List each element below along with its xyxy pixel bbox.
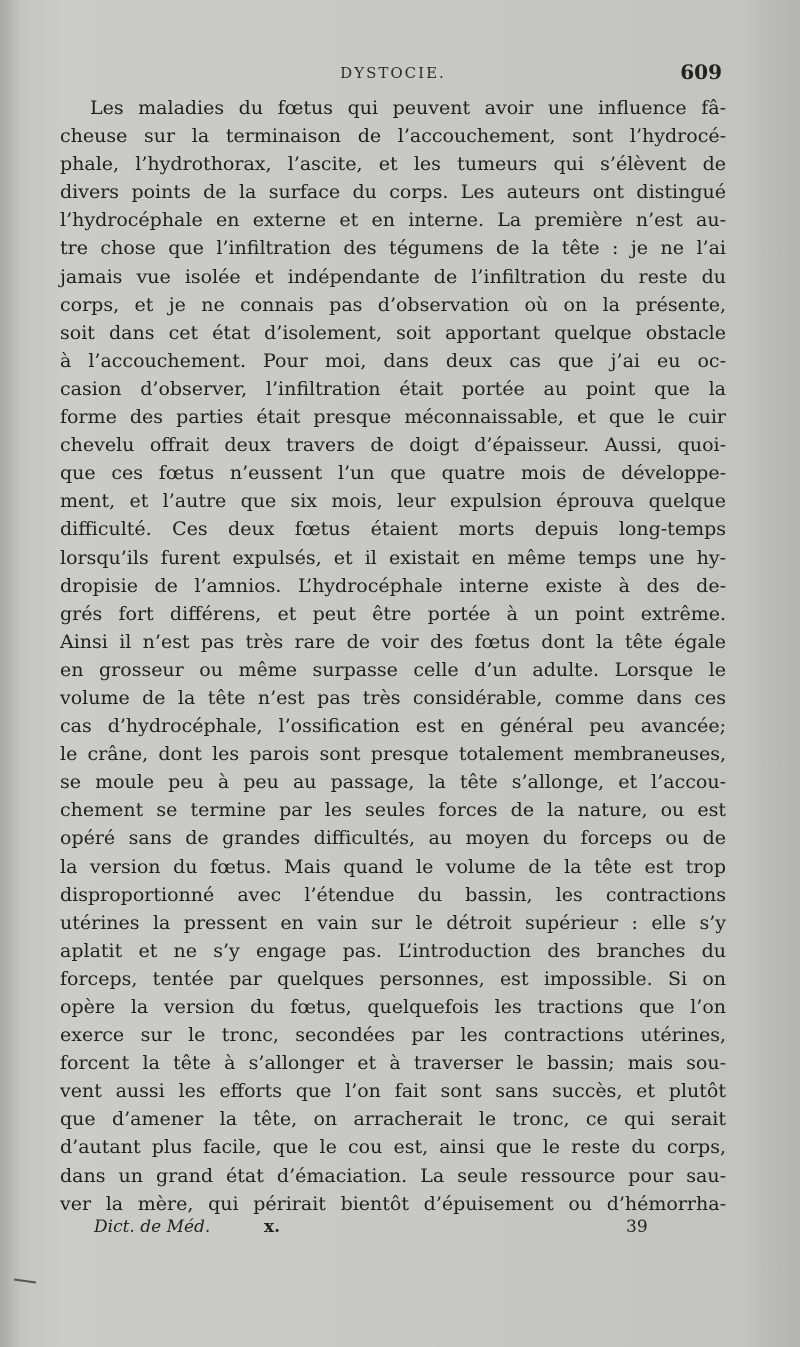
text-line: la version du fœtus. Mais quand le volume de la tête est trop bbox=[60, 855, 726, 878]
page-number: 609 bbox=[680, 60, 722, 84]
text-line: grés fort différens, et peut être portée à un point extrême. bbox=[60, 602, 726, 625]
text-line: divers points de la surface du corps. Les auteurs ont distingué bbox=[60, 181, 726, 204]
text-line: lorsqu’ils furent expulsés, et il existait en même temps une hy- bbox=[60, 546, 726, 569]
text-line: dans un grand état d’émaciation. La seule ressource pour sau- bbox=[60, 1164, 726, 1187]
text-line: Les maladies du fœtus qui peuvent avoir une influence fâ- bbox=[90, 97, 726, 119]
text-line: chement se termine par les seules forces de la nature, ou est bbox=[60, 799, 726, 822]
text-line: à l’accouchement. Pour moi, dans deux cas que j’ai eu oc- bbox=[60, 349, 726, 372]
text-line: forceps, tentée par quelques personnes, est impossible. Si on bbox=[60, 967, 726, 990]
text-line: soit dans cet état d’isolement, soit apportant quelque obstacle bbox=[60, 321, 726, 344]
text-line: utérines la pressent en vain sur le détroit supérieur : elle s’y bbox=[60, 911, 726, 934]
text-line: vent aussi les efforts que l’on fait sont sans succès, et plutôt bbox=[60, 1080, 726, 1103]
text-line: chevelu offrait deux travers de doigt d’épaisseur. Aussi, quoi- bbox=[60, 434, 726, 457]
text-line: que ces fœtus n’eussent l’un que quatre mois de développe- bbox=[60, 462, 726, 485]
text-line: jamais vue isolée et indépendante de l’infiltration du reste du bbox=[60, 265, 726, 288]
text-line: ment, et l’autre que six mois, leur expulsion éprouva quelque bbox=[60, 490, 726, 513]
text-line: tre chose que l’infiltration des tégumens de la tête : je ne l’ai bbox=[60, 237, 726, 260]
text-line: casion d’observer, l’infiltration était portée au point que la bbox=[60, 377, 726, 400]
text-line: cas d’hydrocéphale, l’ossification est en général peu avancée; bbox=[60, 715, 726, 738]
text-line: que d’amener la tête, on arracherait le tronc, ce qui serait bbox=[60, 1108, 726, 1131]
text-line: opéré sans de grandes difficultés, au moyen du forceps ou de bbox=[60, 827, 726, 850]
text-line: en grosseur ou même surpasse celle d’un adulte. Lorsque le bbox=[60, 658, 726, 681]
text-line: se moule peu à peu au passage, la tête s’allonge, et l’accou- bbox=[60, 771, 726, 794]
text-line: forcent la tête à s’allonger et à traverser le bassin; mais sou- bbox=[60, 1052, 726, 1075]
text-line: forme des parties était presque méconnaissable, et que le cuir bbox=[60, 406, 726, 429]
text-line: disproportionné avec l’étendue du bassin, les contractions bbox=[60, 883, 726, 906]
text-line: opère la version du fœtus, quelquefois les tractions que l’on bbox=[60, 996, 726, 1018]
text-line: corps, et je ne connais pas d’observation où on la présente, bbox=[60, 293, 726, 316]
text-line: ver la mère, qui périrait bientôt d’épuisement ou d’hémorrha- bbox=[60, 1192, 726, 1215]
text-line: l’hydrocéphale en externe et en interne. La première n’est au- bbox=[60, 209, 726, 232]
page-header bbox=[60, 60, 726, 88]
running-title: DYSTOCIE. bbox=[340, 64, 446, 82]
text-line: volume de la tête n’est pas très considérable, comme dans ces bbox=[60, 686, 726, 709]
footer-volume: x. bbox=[264, 1217, 281, 1237]
text-line: exerce sur le tronc, secondées par les contractions utérines, bbox=[60, 1024, 726, 1047]
page-footer bbox=[60, 1217, 726, 1243]
text-line: d’autant plus facile, que le cou est, ainsi que le reste du corps, bbox=[60, 1136, 726, 1159]
footer-signature-mark: 39 bbox=[626, 1217, 648, 1237]
text-line: le crâne, dont les parois sont presque totalement membraneuses, bbox=[60, 743, 726, 766]
text-line: difficulté. Ces deux fœtus étaient morts depuis long-temps bbox=[60, 518, 726, 541]
text-line: dropisie de l’amnios. L’hydrocéphale interne existe à des de- bbox=[60, 574, 726, 597]
body-text bbox=[60, 94, 726, 1218]
text-line: aplatit et ne s’y engage pas. L’introduction des branches du bbox=[60, 939, 726, 962]
footer-work-title: Dict. de Méd. bbox=[94, 1217, 211, 1237]
text-line: phale, l’hydrothorax, l’ascite, et les tumeurs qui s’élèvent de bbox=[60, 153, 726, 176]
text-line: cheuse sur la terminaison de l’accouchement, sont l’hydrocé- bbox=[60, 125, 726, 148]
text-line: Ainsi il n’est pas très rare de voir des fœtus dont la tête égale bbox=[60, 630, 726, 653]
margin-mark bbox=[14, 1278, 36, 1283]
